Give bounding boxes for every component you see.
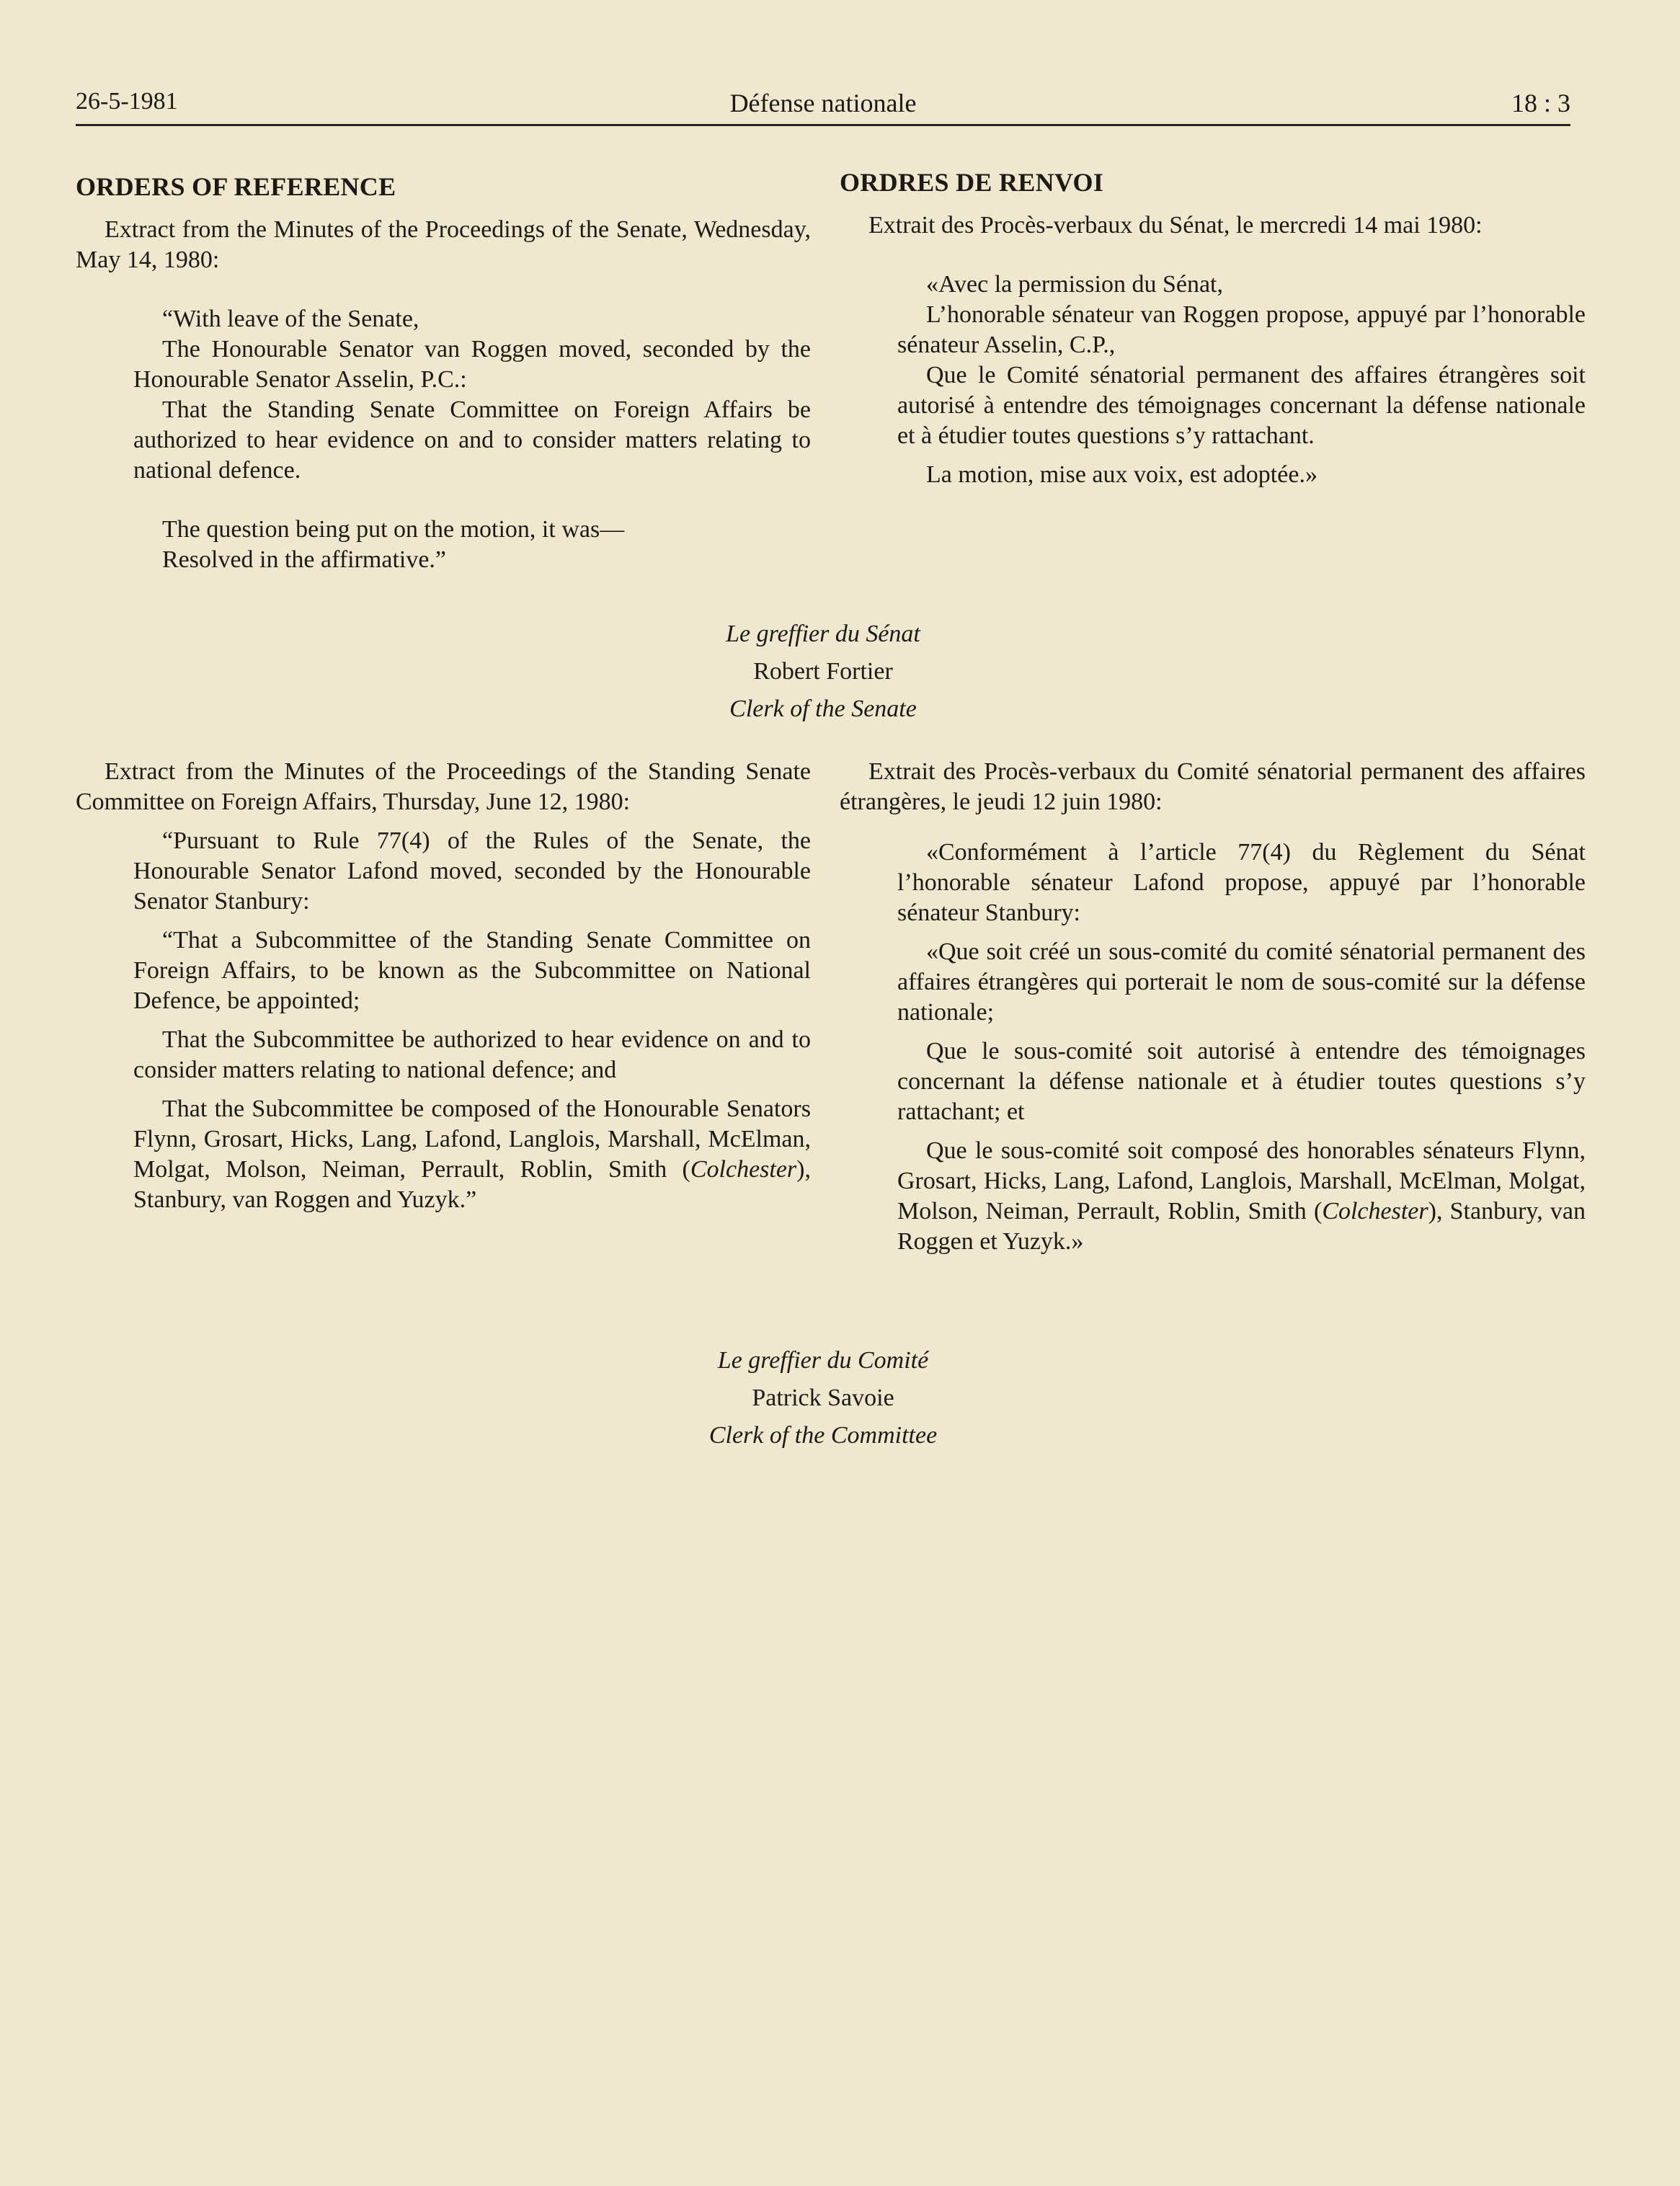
signature-name: Robert Fortier [753, 658, 893, 685]
committee-clerk-signature [76, 1342, 1570, 1454]
french-heading: ORDRES DE RENVOI [840, 168, 1104, 197]
header-rule [76, 124, 1570, 126]
french-motion: Que le Comité sénatorial permanent des affaires étrangères soit autorisé à entendre des témoignages concernant la défense nationale et à étudier toutes questions s’y rattachant. [897, 362, 1586, 449]
english-motion: That the Standing Senate Committee on Foreign Affairs be authorized to hear evidence on and to consider matters relating to national defence. [133, 396, 811, 484]
english-rule-motion: “Pursuant to Rule 77(4) of the Rules of the Senate, the Honourable Senator Lafond moved, seconded by the Honourable Senator Stanbury: [133, 827, 811, 915]
header-date: 26-5-1981 [76, 88, 178, 115]
french-leave: «Avec la permission du Sénat, [926, 271, 1224, 298]
english-subcommittee-authorized: That the Subcommittee be authorized to hear evidence on and to consider matters relating to national defence; and [133, 1026, 811, 1083]
english-extract-intro: Extract from the Minutes of the Proceedings of the Senate, Wednesday, May 14, 1980: [76, 216, 811, 273]
french-subcommittee-members: Que le sous-comité soit composé des honorables sénateurs Flynn, Grosart, Hicks, Lang, Lafond, Langlois, Marshall, McElman, Molgat, Molson, Neiman, Perrault, Roblin, Smith (Colchester), Stanbury, van Roggen et Yuzyk.» [897, 1137, 1586, 1255]
english-committee-intro: Extract from the Minutes of the Proceedings of the Standing Senate Committee on Foreign Affairs, Thursday, June 12, 1980: [76, 758, 811, 815]
english-column-senate-extract [76, 172, 811, 575]
english-column-committee-extract [76, 757, 811, 1215]
french-column-senate-extract [840, 167, 1586, 490]
header-title: Défense nationale [729, 89, 917, 117]
french-moved: L’honorable sénateur van Roggen propose, appuyé par l’honorable sénateur Asselin, C.P., [897, 301, 1586, 358]
french-rule-motion: «Conformément à l’article 77(4) du Règlement du Sénat l’honorable sénateur Lafond propose, appuyé par l’honorable sénateur Stanbury: [897, 839, 1586, 926]
header-page-number: 18 : 3 [1511, 89, 1570, 117]
french-extract-intro: Extrait des Procès-verbaux du Sénat, le mercredi 14 mai 1980: [868, 212, 1483, 239]
english-subcommittee-members: That the Subcommittee be composed of the Honourable Senators Flynn, Grosart, Hicks, Lang, Lafond, Langlois, Marshall, McElman, Molgat, Molson, Neiman, Perrault, Roblin, Smith (Colchester), Stanbury, van Roggen and Yuzyk.” [133, 1096, 811, 1213]
french-column-committee-extract [840, 757, 1586, 1257]
french-adopted: La motion, mise aux voix, est adoptée.» [926, 461, 1317, 488]
english-question: The question being put on the motion, it was— [162, 516, 625, 543]
signature-en-title: Clerk of the Committee [708, 1422, 938, 1449]
english-moved: The Honourable Senator van Roggen moved, seconded by the Honourable Senator Asselin, P.C.: [133, 336, 811, 393]
signature-fr-title: Le greffier du Sénat [726, 621, 920, 647]
signature-en-title: Clerk of the Senate [729, 696, 917, 722]
english-subcommittee-appointed: “That a Subcommittee of the Standing Senate Committee on Foreign Affairs, to be known as the Subcommittee on National Defence, be appointed; [133, 927, 811, 1014]
french-subcommittee-authorized: Que le sous-comité soit autorisé à entendre des témoignages concernant la défense nationale et à étudier toutes questions s’y rattachant; et [897, 1038, 1586, 1125]
signature-name: Patrick Savoie [752, 1385, 894, 1411]
french-committee-intro: Extrait des Procès-verbaux du Comité sénatorial permanent des affaires étrangères, le jeudi 12 juin 1980: [840, 758, 1586, 815]
english-resolved: Resolved in the affirmative.” [162, 546, 447, 573]
french-subcommittee-appointed: «Que soit créé un sous-comité du comité sénatorial permanent des affaires étrangères qui porterait le nom de sous-comité sur la défense nationale; [897, 938, 1586, 1026]
signature-fr-title: Le greffier du Comité [717, 1347, 929, 1374]
english-heading: ORDERS OF REFERENCE [76, 172, 396, 201]
english-leave: “With leave of the Senate, [162, 306, 419, 332]
senate-clerk-signature [76, 616, 1570, 728]
